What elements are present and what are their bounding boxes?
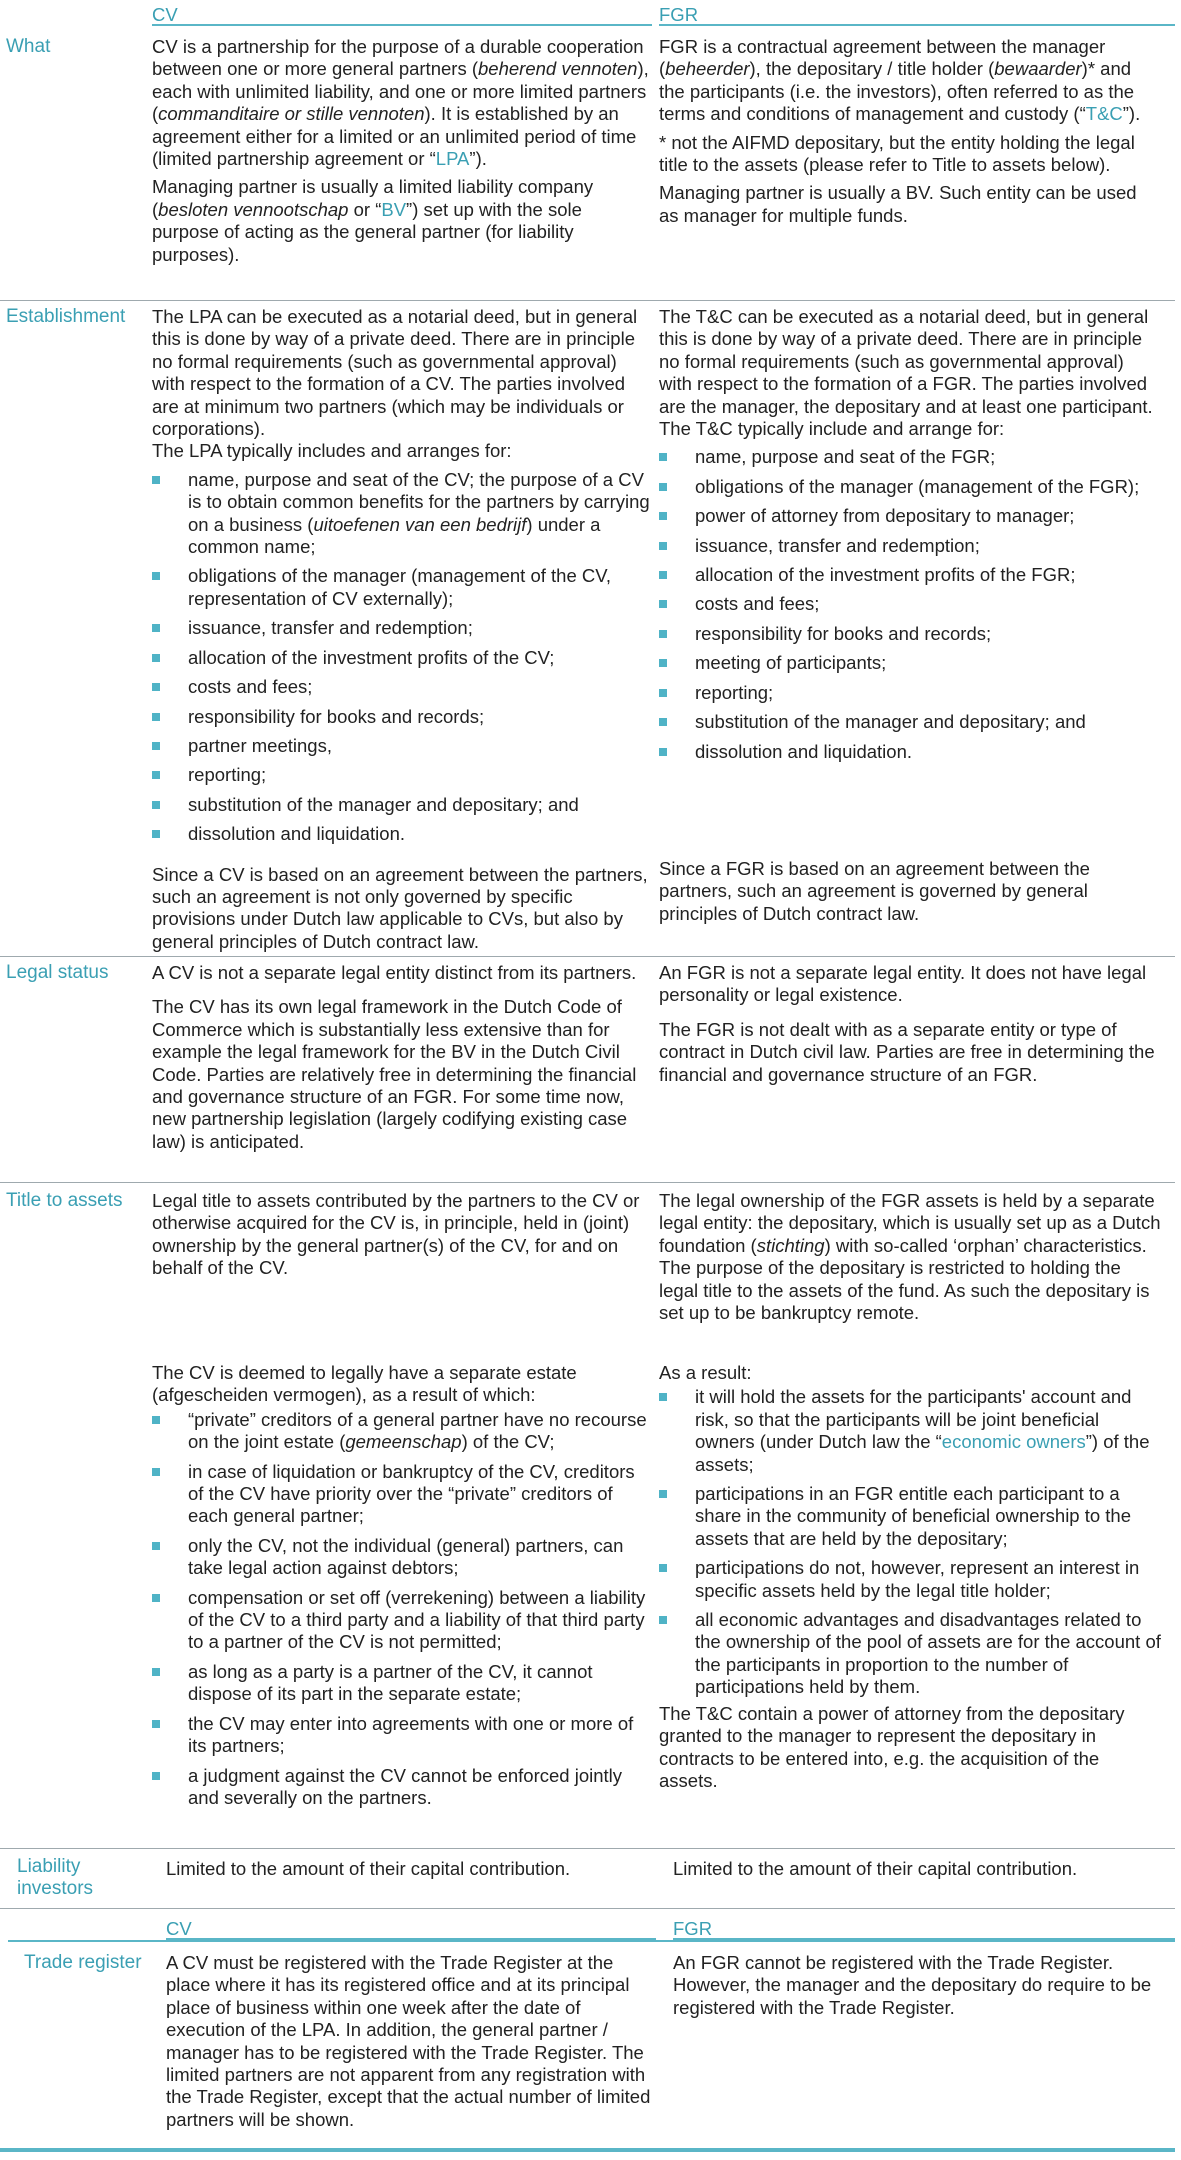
list-item-text: allocation of the investment profits of the CV; [188,646,555,668]
text-span: FGR is a contractual agreement between the manager ( [659,36,1106,80]
list-item [659,1557,1161,1602]
establishment-fgr-paragraph: The T&C can be executed as a notarial deed, but in general this is done by way of a private deed. There are in principle no formal requirements (such as governmental approval) with respect to the formation of a FGR. The parties involved are the manager, the depositary and at least one participant. [659,306,1153,417]
list-item-text: responsibility for books and records; [188,705,485,727]
list-item-text: the CV may enter into agreements with one or more of its partners; [188,1712,634,1757]
bullet-square-icon [152,654,160,662]
bullet-square-icon [152,830,160,838]
what-cv-cell [152,36,652,272]
list-item [659,505,1161,527]
legal-status-fgr-paragraph: The FGR is not dealt with as a separate entity or type of contract in Dutch civil law. Parties are free in determining the financial and governance structure of an FGR. [659,1018,1155,1085]
list-item-text: substitution of the manager and depositary; and [695,711,1086,733]
legal-status-fgr-paragraph: An FGR is not a separate legal entity. It does not have legal personality or legal existence. [659,962,1147,1006]
list-item-text: dissolution and liquidation. [188,823,406,845]
bullet-square-icon [152,1468,160,1476]
list-item-text: issuance, transfer and redemption; [695,534,980,556]
list-item-text: a judgment against the CV cannot be enforced jointly and severally on the partners. [188,1764,623,1808]
bullet-square-icon [659,483,667,491]
list-item-text: reporting; [188,764,267,786]
bullet-square-icon [659,718,667,726]
row-label-liability-investors: Liability investors [17,1856,94,1899]
text-span: ”) set up with the sole purpose of acting as the general partner (for liability purposes). [152,198,582,265]
bullet-square-icon [659,1564,667,1572]
legal-status-cv-cell [152,962,652,1159]
list-item [152,1765,652,1810]
list-item-text: all economic advantages and disadvantages related to the ownership of the pool of assets are for the account of the participants in proportion to the number of participations held by them. [695,1609,1161,1698]
establishment-fgr-cell [659,306,1161,771]
list-item-text: meeting of participants; [695,652,887,674]
liability-fgr-cell: Limited to the amount of their capital contribution. [673,1858,1078,1879]
text-span: it will hold the assets for the participants' account and risk, so that the participants will be joint beneficial owners (under Dutch law the “ [695,1386,1132,1453]
what-fgr-footnote: * not the AIFMD depositary, but the entity holding the legal title to the assets (please refer to Title to assets below). [659,131,1135,176]
bullet-square-icon [659,1490,667,1498]
bullet-square-icon [152,742,160,750]
title-to-assets-fgr-cell [659,1190,1161,1330]
list-item-text: participations in an FGR entitle each participant to a share in the community of beneficial ownership to the assets that are held by the depositary; [695,1483,1132,1549]
list-item [659,476,1161,498]
list-item [659,711,1161,733]
row-label-establishment: Establishment [6,306,126,327]
bullet-square-icon [659,542,667,550]
text-span: The legal ownership of the FGR assets is held by a separate legal entity: the depositary, which is usually set up as a Dutch foundation ( [659,1190,1161,1256]
title-to-assets-cv-list-intro: The CV is deemed to legally have a separate estate (afgescheiden vermogen), as a result of which: [152,1362,577,1406]
column-header-cv: CV [152,4,652,26]
bullet-square-icon [659,1616,667,1624]
list-item-text: obligations of the manager (management of the FGR); [695,475,1140,497]
bv-link[interactable]: BV [381,198,407,220]
row-divider [0,300,1175,301]
text-span: “private” creditors of a general partner have no recourse on the joint estate ( [188,1408,647,1453]
text-span: ”). [1122,103,1141,125]
list-item [659,682,1161,704]
row-divider [0,1182,1175,1183]
list-item-text: obligations of the manager (management of the CV, representation of CV externally); [188,565,612,609]
bullet-square-icon [659,630,667,638]
trade-register-cv-cell: A CV must be registered with the Trade Register at the place where it has its registered office and at its principal place of business within one week after the date of execution of the LPA. In addition, the general partner / manager has to be registered with the Trade Register. The limited partners are not apparent from any registration with the Trade Register, except that the actual number of limited partners will be shown. [166,1952,651,2130]
row-label-trade-register: Trade register [24,1952,142,1973]
italic-term: gemeenschap [345,1431,462,1453]
title-to-assets-cv-paragraph: Legal title to assets contributed by the partners to the CV or otherwise acquired for the CV is, in principle, held in (joint) ownership by the general partner(s) of the CV, for and on behalf of the CV. [152,1190,640,1279]
list-item-text: power of attorney from depositary to manager; [695,505,1075,527]
list-item [152,1461,652,1528]
bullet-square-icon [152,1772,160,1780]
list-item [659,741,1161,763]
legal-status-fgr-cell [659,962,1161,1092]
bullet-square-icon [659,453,667,461]
bullet-square-icon [659,689,667,697]
list-item-text: costs and fees; [695,593,820,615]
list-item [152,706,652,728]
bullet-square-icon [152,476,160,484]
bullet-square-icon [659,571,667,579]
list-item [152,617,652,639]
list-item [659,652,1161,674]
list-item-text: substitution of the manager and depositary; and [188,793,579,815]
italic-term: beherend vennoten [478,58,638,80]
italic-term: uitoefenen van een bedrijf [313,513,527,535]
text-span: ) with so-called ‘orphan’ characteristics. The purpose of the depositary is restricted to holding the legal title to the assets of the fund. As such the depositary is set up to be bankruptcy remote. [659,1234,1150,1324]
list-item [659,564,1161,586]
list-item [152,565,652,610]
column-header-fgr-repeat: FGR [673,1918,1175,1940]
list-item-text: participations do not, however, represent an interest in specific assets held by the legal title holder; [695,1557,1140,1601]
bottom-divider [0,2148,1175,2152]
what-cv-paragraph [152,176,652,266]
list-item-text: as long as a party is a partner of the CV, it cannot dispose of its part in the separate estate; [188,1660,593,1705]
bullet-square-icon [152,683,160,691]
establishment-cv-cell [152,306,652,959]
title-to-assets-fgr-paragraph: The T&C contain a power of attorney from the depositary granted to the manager to represent the depositary in contracts to be entered into, e.g. the acquisition of the assets. [659,1702,1125,1791]
column-header-fgr: FGR [659,4,1175,26]
list-item [152,794,652,816]
bullet-square-icon [659,512,667,520]
bullet-square-icon [659,659,667,667]
liability-cv-cell: Limited to the amount of their capital contribution. [166,1858,571,1879]
italic-term: stichting [756,1234,825,1256]
list-item [152,1713,652,1758]
what-fgr-cell [659,36,1161,233]
establishment-fgr-list-intro: The T&C typically include and arrange for: [659,418,1005,440]
bullet-square-icon [659,600,667,608]
title-to-assets-fgr-paragraph [659,1190,1161,1324]
list-item [152,647,652,669]
title-to-assets-cv-cell [152,1190,652,1286]
list-item [152,676,652,698]
list-item [152,1535,652,1580]
list-item [659,623,1161,645]
establishment-cv-list-intro: The LPA typically includes and arranges for: [152,440,512,462]
text-span: ), the depositary / title holder ( [749,58,995,80]
list-item-text: responsibility for books and records; [695,622,992,644]
establishment-cv-paragraph: The LPA can be executed as a notarial deed, but in general this is done by way of a private deed. There are in principle no formal requirements (such as governmental approval) with respect to the formation of a CV. The parties involved are at minimum two partners (which may be individuals or corporations). [152,306,638,440]
list-item [152,1409,652,1454]
list-item [659,1609,1161,1699]
column-header-cv-repeat: CV [166,1918,656,1940]
list-item-text: partner meetings, [188,734,332,756]
italic-term: bewaarder [994,58,1082,80]
row-label-legal-status: Legal status [6,962,109,983]
list-item [659,535,1161,557]
list-item [152,1661,652,1706]
list-item [659,593,1161,615]
text-span: or “ [348,198,382,220]
list-item [152,764,652,786]
text-span: name, purpose and seat of the CV; the purpose of a CV is to obtain common benefits for the partners by carrying on a business ( [188,468,650,535]
list-item [659,1386,1161,1476]
establishment-fgr-paragraph: Since a FGR is based on an agreement between the partners, such an agreement is governed by general principles of Dutch contract law. [659,858,1090,924]
list-item [152,469,652,559]
list-item-text: name, purpose and seat of the FGR; [695,446,996,468]
text-span: CV is a partnership for the purpose of a durable cooperation between one or more general partners ( [152,36,644,80]
list-item-text: reporting; [695,681,774,703]
bullet-square-icon [152,771,160,779]
list-item [659,446,1161,468]
legal-status-cv-paragraph: The CV has its own legal framework in the Dutch Code of Commerce which is substantially less extensive than for example the legal framework for the BV in the Dutch Civil Code. Parties are relatively free in determining the financial and governance structure of an FGR. For some time now, new partnership legislation (largely codifying existing case law) is anticipated. [152,996,637,1152]
italic-term: beheerder [665,58,750,80]
what-fgr-paragraph [659,36,1161,126]
bullet-square-icon [152,801,160,809]
italic-term: commanditaire or stille vennoten [158,103,425,125]
bullet-square-icon [152,624,160,632]
row-label-what: What [6,36,51,57]
bullet-square-icon [152,713,160,721]
title-to-assets-fgr-list-intro: As a result: [659,1362,752,1383]
list-item-text: issuance, transfer and redemption; [188,617,473,639]
bullet-square-icon [152,1594,160,1602]
bullet-square-icon [152,1416,160,1424]
bullet-square-icon [152,1720,160,1728]
trade-register-fgr-cell: An FGR cannot be registered with the Trade Register. However, the manager and the depositary do require to be registered with the Trade Register. [673,1952,1152,2018]
list-item-text: dissolution and liquidation. [695,740,913,762]
list-item-text: only the CV, not the individual (general) partners, can take legal action against debtors; [188,1534,624,1579]
title-to-assets-fgr-list [659,1386,1161,1698]
what-fgr-paragraph: Managing partner is usually a BV. Such entity can be used as manager for multiple funds. [659,182,1137,226]
economic-owners-link[interactable]: economic owners [941,1431,1086,1453]
text-span: Managing partner is usually a limited liability company ( [152,176,594,220]
bullet-square-icon [152,1668,160,1676]
row-divider [0,1908,1175,1909]
bullet-square-icon [152,1542,160,1550]
bullet-square-icon [659,748,667,756]
italic-term: besloten vennootschap [158,198,349,220]
list-item-text: allocation of the investment profits of the FGR; [695,564,1076,586]
list-item [152,1587,652,1654]
title-to-assets-cv-estate [152,1362,652,1817]
establishment-cv-paragraph: Since a CV is based on an agreement between the partners, such an agreement is not only governed by specific provisions under Dutch law applicable to CVs, but also by general principles of Dutch contract law. [152,863,648,952]
tc-link[interactable]: T&C [1085,103,1123,125]
row-divider [0,956,1175,957]
row-divider [8,1940,1175,1942]
text-span: ) of the CV; [461,1431,555,1453]
list-item-text: costs and fees; [188,676,313,698]
row-label-title-to-assets: Title to assets [6,1190,123,1211]
text-span: ”). [469,148,487,170]
list-item [152,735,652,757]
text-span: ), each with unlimited liability, and one or more limited partners ( [152,58,649,125]
row-divider [0,1848,1175,1849]
list-item [659,1483,1161,1550]
list-item-text: compensation or set off (verrekening) between a liability of the CV to a third party and a liability of that third party to a partner of the CV is not permitted; [188,1586,646,1653]
title-to-assets-fgr-result [659,1362,1161,1798]
list-item-text: in case of liquidation or bankruptcy of the CV, creditors of the CV have priority over the “private” creditors of each general partner; [188,1460,635,1527]
legal-status-cv-paragraph: A CV is not a separate legal entity distinct from its partners. [152,962,637,983]
list-item [152,823,652,845]
establishment-cv-list [152,469,652,846]
text-span: ) under a common name; [188,513,601,558]
text-span: ). It is established by an agreement either for a limited or an unlimited period of time (limited partnership agreement or “ [152,103,637,170]
title-to-assets-cv-list [152,1409,652,1810]
text-span: )* and the participants (i.e. the investors), often referred to as the terms and conditions of management and custody (“ [659,58,1135,125]
text-span: ”) of the assets; [695,1431,1150,1475]
lpa-link[interactable]: LPA [435,148,470,170]
establishment-fgr-closing [659,858,1161,931]
establishment-fgr-list [659,446,1161,762]
what-cv-paragraph [152,36,652,170]
bullet-square-icon [152,572,160,580]
bullet-square-icon [659,1393,667,1401]
